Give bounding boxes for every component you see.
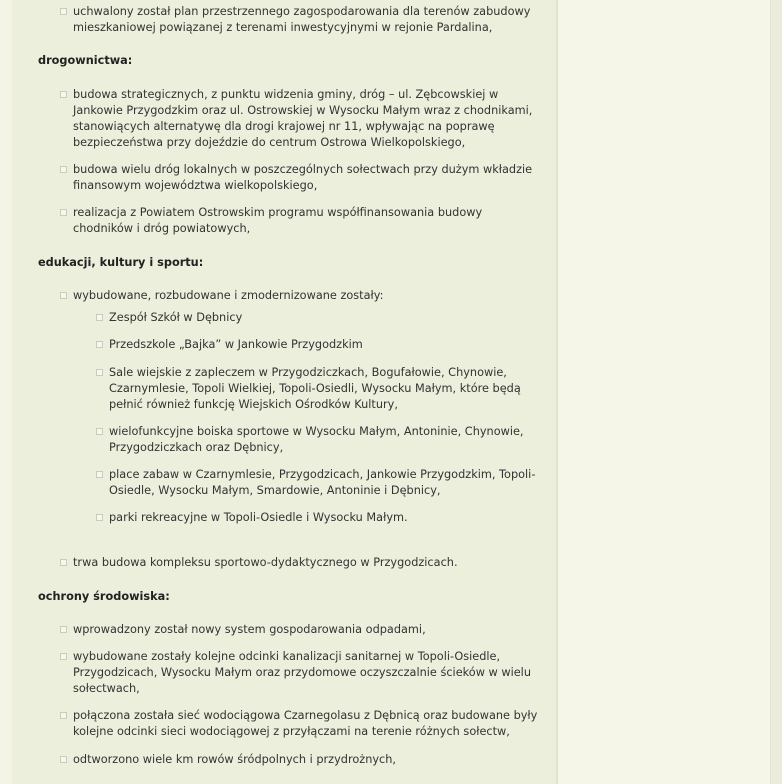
section-heading-education: edukacji, kultury i sportu:: [38, 256, 204, 269]
square-bullet-icon: [96, 471, 103, 478]
section-heading-environment: ochrony środowiska:: [38, 590, 170, 603]
list-item: budowa strategicznych, z punktu widzenia gminy, dróg – ul. Zębcowskiej w Jankowie Przygodzkim oraz ul. Ostrowskiej w Wysocku Małym wraz z chodnikami, stanowiących alternatywę dla drogi krajowej nr 11, wpływając na poprawę bezpieczeństwa przy dojeździe do centrum Ostrowa Wielkopolskiego,: [38, 87, 538, 151]
list-item: uchwalony został plan przestrzennego zagospodarowania dla terenów zabudowy mieszkaniowej powiązanej z terenami inwestycyjnymi w rejonie Pardalina,: [38, 4, 538, 36]
list-item: parki rekreacyjne w Topoli-Osiedle i Wysocku Małym.: [38, 510, 408, 526]
square-bullet-icon: [96, 314, 103, 321]
list-item: połączona została sieć wodociągowa Czarnegolasu z Dębnicą oraz budowane były kolejne odcinki sieci wodociągowej z przyłączami na terenie różnych sołectw,: [38, 708, 538, 740]
list-item: realizacja z Powiatem Ostrowskim programu współfinansowania budowy chodników i dróg powiatowych,: [38, 205, 538, 237]
planning-list: [38, 4, 538, 36]
list-item: Sale wiejskie z zapleczem w Przygodziczkach, Bogufałowie, Chynowie, Czarnymlesie, Topoli Wielkiej, Topoli-Osiedli, Wysocku Małym, które będą pełnić również funkcję Wiejskich Ośrodków Kultury,: [38, 365, 538, 413]
square-bullet-icon: [96, 369, 103, 376]
sidebar: [558, 0, 770, 784]
list-item: wybudowane zostały kolejne odcinki kanalizacji sanitarnej w Topoli-Osiedle, Przygodzicach, Wysocku Małym oraz przydomowe oczyszczalnie ścieków w wielu sołectwach,: [38, 649, 538, 697]
main-content: [12, 0, 556, 784]
square-bullet-icon: [60, 559, 67, 566]
list-item: Przedszkole „Bajka” w Jankowie Przygodzkim: [38, 337, 363, 353]
education-sublist: [38, 310, 538, 524]
list-item: wielofunkcyjne boiska sportowe w Wysocku Małym, Antoninie, Chynowie, Przygodziczkach oraz Dębnicy,: [38, 424, 538, 456]
list-item: trwa budowa kompleksu sportowo-dydaktycznego w Przygodzicach.: [38, 555, 538, 571]
list-item: place zabaw w Czarnymlesie, Przygodzicach, Jankowie Przygodzkim, Topoli-Osiedle, Wysocku Małym, Smardowie, Antoninie i Dębnicy,: [38, 467, 538, 499]
scrollbar-track[interactable]: [770, 0, 782, 784]
square-bullet-icon: [96, 428, 103, 435]
education-list: [38, 288, 538, 304]
list-item: wybudowane, rozbudowane i zmodernizowane zostały:: [38, 288, 538, 304]
left-margin: [0, 0, 12, 784]
square-bullet-icon: [60, 756, 67, 763]
square-bullet-icon: [96, 514, 103, 521]
roads-list: [38, 87, 538, 235]
square-bullet-icon: [60, 209, 67, 216]
square-bullet-icon: [60, 712, 67, 719]
environment-list: [38, 622, 538, 766]
square-bullet-icon: [96, 341, 103, 348]
square-bullet-icon: [60, 8, 67, 15]
square-bullet-icon: [60, 91, 67, 98]
square-bullet-icon: [60, 626, 67, 633]
list-item: odtworzono wiele km rowów śródpolnych i przydrożnych,: [38, 752, 396, 768]
list-item: wprowadzony został nowy system gospodarowania odpadami,: [38, 622, 538, 638]
square-bullet-icon: [60, 166, 67, 173]
section-heading-roads: drogownictwa:: [38, 54, 133, 67]
list-item: Zespół Szkół w Dębnicy: [38, 310, 538, 326]
square-bullet-icon: [60, 653, 67, 660]
list-item: budowa wielu dróg lokalnych w poszczególnych sołectwach przy dużym wkładzie finansowym województwa wielkopolskiego,: [38, 162, 538, 194]
education-list-continued: [38, 555, 538, 571]
square-bullet-icon: [60, 292, 67, 299]
